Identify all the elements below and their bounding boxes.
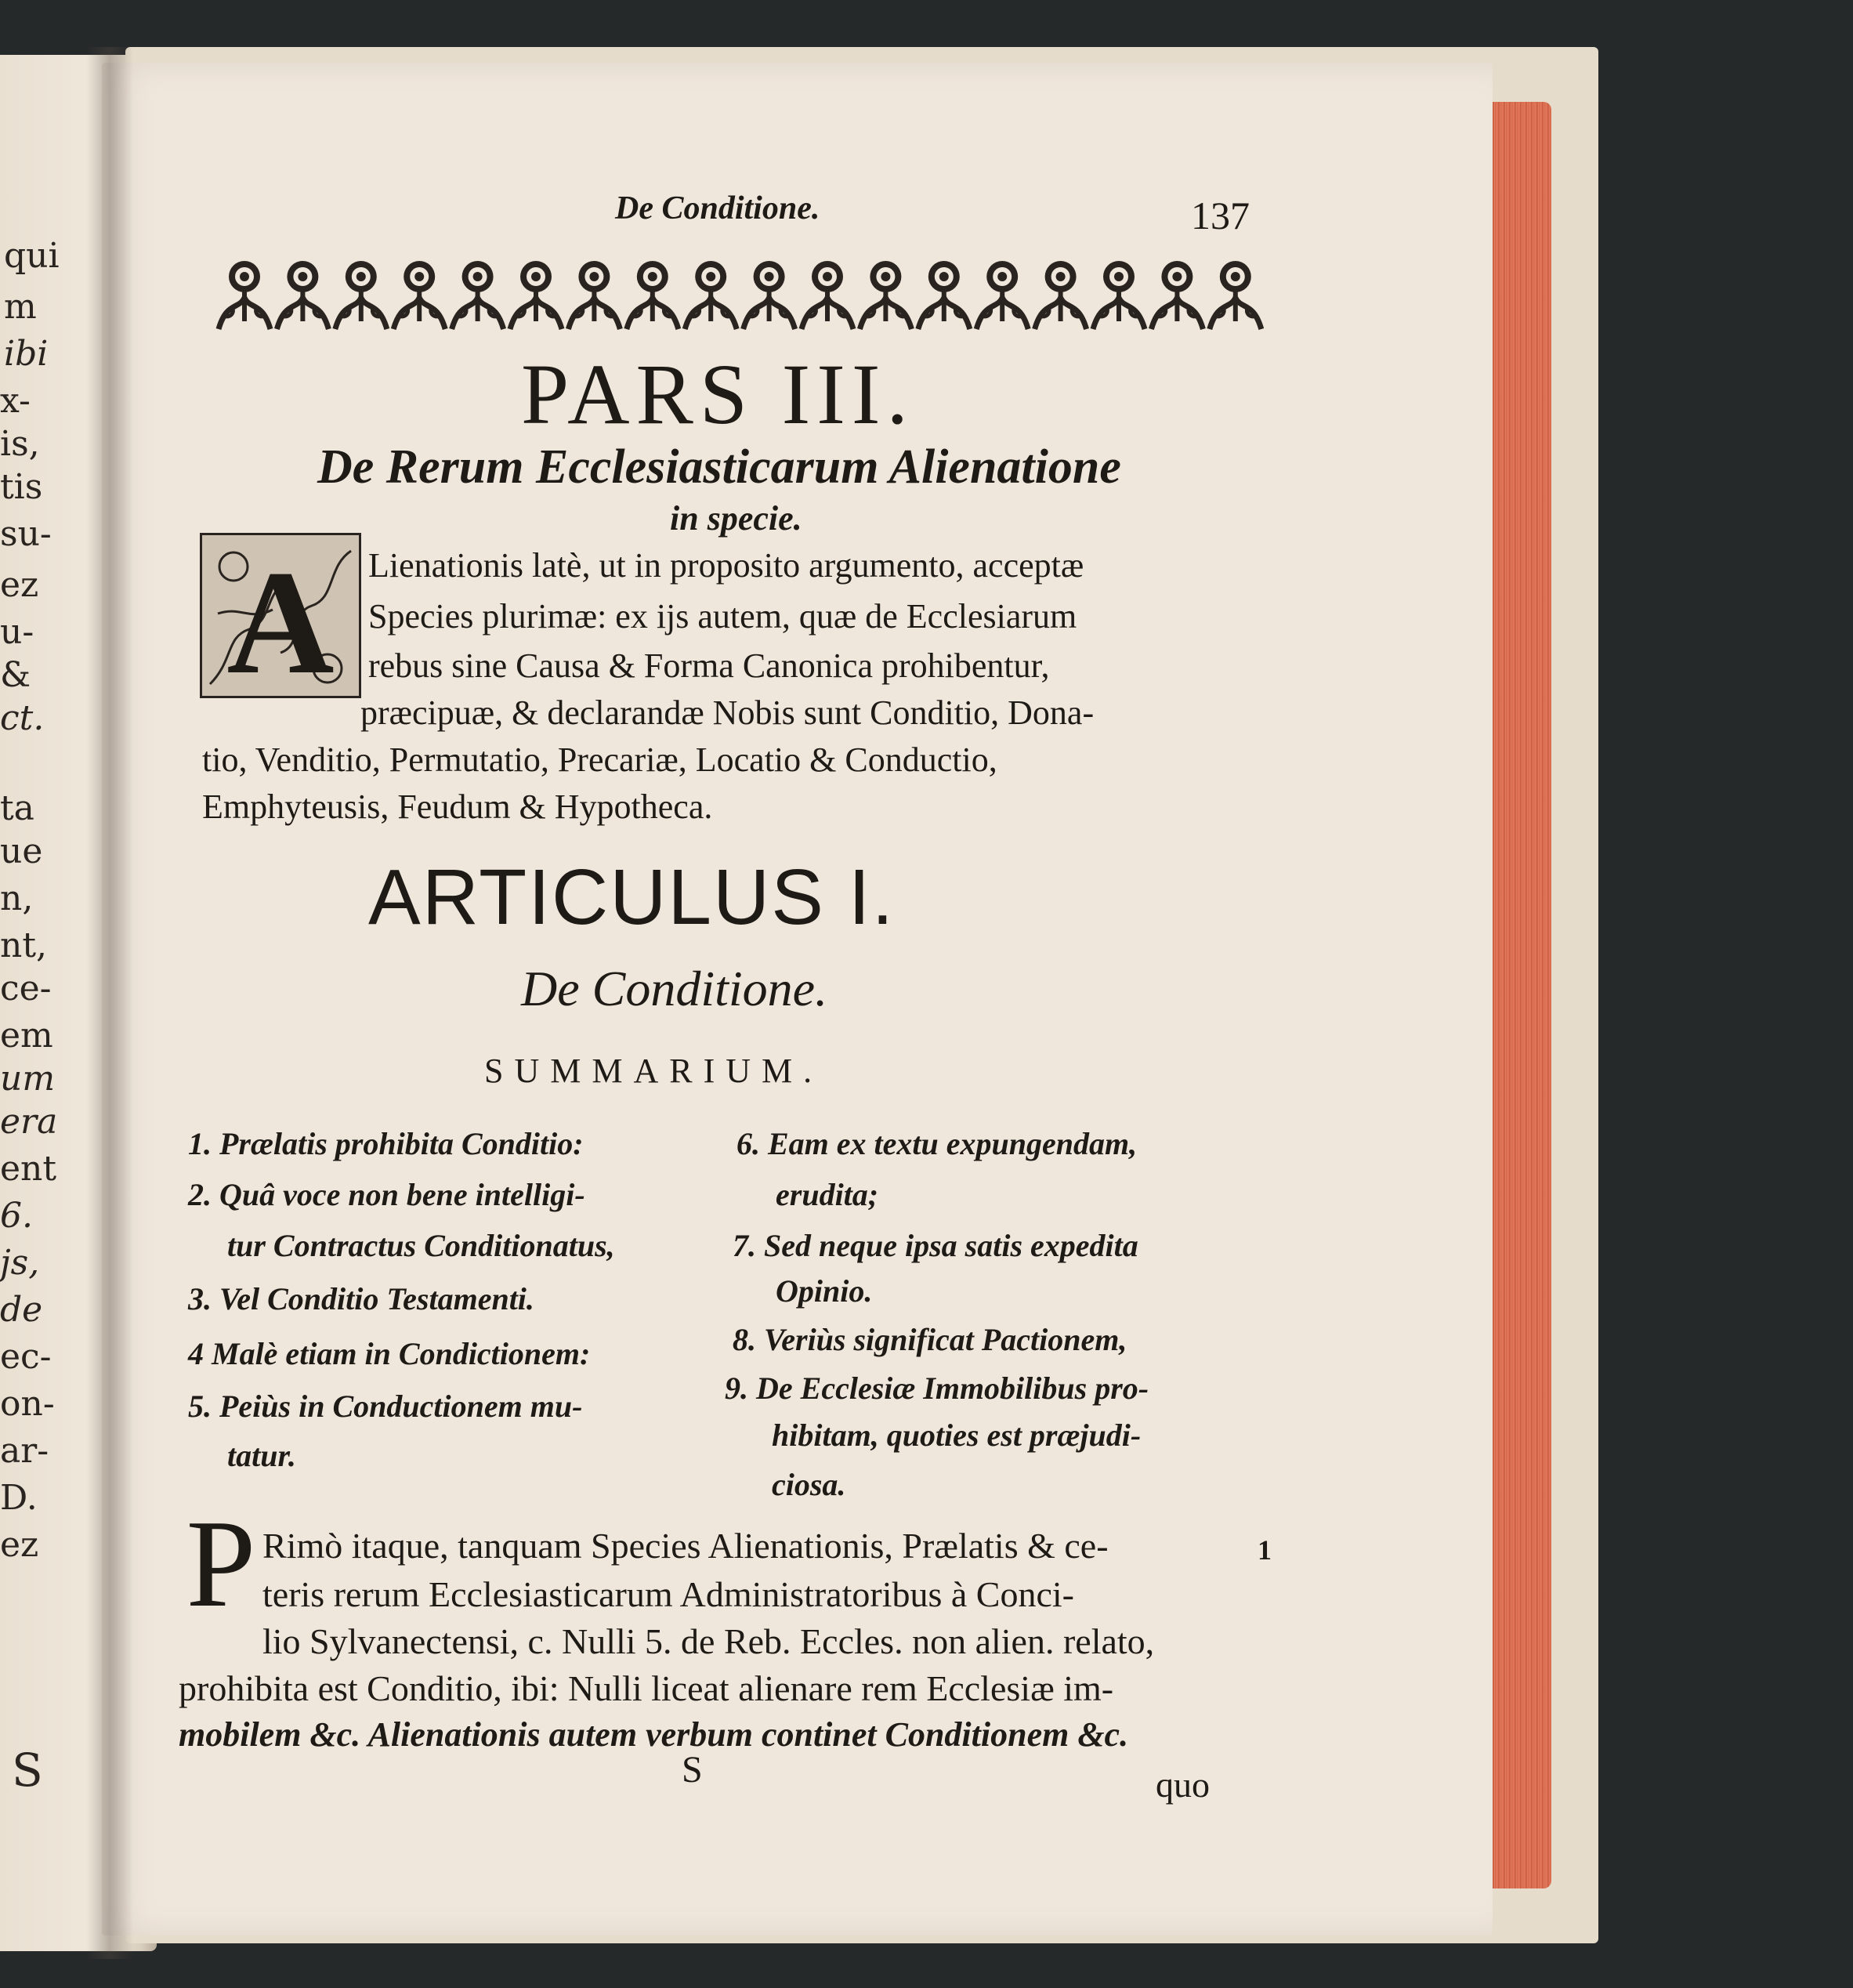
left-page-fragment: ct. <box>0 698 45 738</box>
intro-line-4: præcipuæ, & declarandæ Nobis sunt Conditio, Dona- <box>360 693 1095 732</box>
left-page-fragment: ez <box>0 565 39 605</box>
left-page-fragment: ec- <box>0 1337 52 1377</box>
left-page-fragment: era <box>0 1102 58 1142</box>
summary-item-2: 2. Quâ voce non bene intelligi- <box>188 1177 585 1212</box>
ornament-flower <box>1210 261 1261 329</box>
left-page-fragment: tis <box>0 467 43 507</box>
left-page-fragment: js, <box>0 1243 40 1283</box>
summary-item-6-cont: erudita; <box>776 1177 879 1212</box>
ornament-flower <box>860 261 911 329</box>
running-title: De Conditione. <box>615 190 820 226</box>
signature-mark: S <box>682 1749 703 1791</box>
left-page-fragment: ent <box>0 1149 57 1189</box>
ornament-flower <box>802 261 853 329</box>
intro-line-5: tio, Venditio, Permutatio, Precariæ, Locatio & Conductio, <box>202 741 997 779</box>
left-page-fragment: ce- <box>0 969 52 1008</box>
ornament-flower <box>335 261 387 329</box>
ornament-band <box>215 255 1265 341</box>
left-page-fragment: ue <box>0 831 43 871</box>
article-title: ARTICULUS I. <box>368 853 896 941</box>
summary-item-9-cont-2: ciosa. <box>772 1467 846 1502</box>
intro-line-2: Species plurimæ: ex ijs autem, quæ de Ecclesiarum <box>368 597 1077 636</box>
part-title: PARS III. <box>521 346 914 442</box>
summary-item-9: 9. De Ecclesiæ Immobilibus pro- <box>725 1371 1149 1406</box>
body-initial: P <box>186 1494 256 1633</box>
book-gutter <box>86 47 133 1959</box>
ornament-flower <box>627 261 679 329</box>
summary-item-5-cont: tatur. <box>227 1438 296 1473</box>
summary-item-4: 4 Malè etiam in Condictionem: <box>188 1336 591 1371</box>
ornament-flower <box>744 261 795 329</box>
ornament-flower <box>685 261 736 329</box>
left-page-fragment: is, <box>0 424 40 464</box>
summary-item-3: 3. Vel Conditio Testamenti. <box>188 1281 534 1316</box>
ornament-flower <box>1151 261 1203 329</box>
ornament-flower <box>1035 261 1087 329</box>
left-page-fragment: ta <box>0 788 34 828</box>
intro-line-3: rebus sine Causa & Forma Canonica prohibentur, <box>368 646 1050 685</box>
intro-line-1: Lienationis latè, ut in proposito argumento, acceptæ <box>368 546 1084 585</box>
left-page-fragment: em <box>0 1016 53 1056</box>
ornament-flower <box>1093 261 1145 329</box>
summary-item-5: 5. Peiùs in Conductionem mu- <box>188 1389 583 1424</box>
left-page-fragment: & <box>0 655 31 695</box>
left-page-fragment: qui <box>4 236 60 276</box>
ornament-flower <box>452 261 504 329</box>
summary-heading: SUMMARIUM. <box>484 1052 823 1090</box>
summary-item-7: 7. Sed neque ipsa satis expedita <box>733 1228 1138 1263</box>
ornament-flower <box>277 261 328 329</box>
part-subtitle-cont: in specie. <box>670 499 802 538</box>
left-page-fragment: on- <box>0 1384 55 1424</box>
catchword: quo <box>1156 1765 1210 1805</box>
body-line-4: prohibita est Conditio, ibi: Nulli liceat alienare rem Ecclesiæ im- <box>179 1668 1114 1708</box>
body-line-5: mobilem &c. Alienationis autem verbum continet Conditionem &c. <box>179 1715 1129 1754</box>
left-page-fragment: 6. <box>0 1196 33 1236</box>
part-subtitle: De Rerum Ecclesiasticarum Alienatione <box>317 440 1121 494</box>
page-number: 137 <box>1191 194 1250 237</box>
ornament-flower <box>976 261 1028 329</box>
summary-item-6: 6. Eam ex textu expungendam, <box>736 1126 1138 1161</box>
ornament-flower <box>393 261 445 329</box>
body-line-1: Rimò itaque, tanquam Species Alienationis, Prælatis & ce- <box>262 1526 1109 1566</box>
ornament-flower <box>219 261 270 329</box>
left-page-fragment: x- <box>0 381 31 421</box>
left-page-fragment: n, <box>0 878 34 918</box>
left-page-fragment: de <box>0 1290 43 1330</box>
left-page-fragment: um <box>0 1059 56 1099</box>
article-subtitle: De Conditione. <box>521 961 828 1016</box>
ornament-flower <box>510 261 562 329</box>
summary-item-7-cont: Opinio. <box>776 1273 873 1309</box>
intro-line-6: Emphyteusis, Feudum & Hypotheca. <box>202 788 713 826</box>
body-line-2: teris rerum Ecclesiasticarum Administratoribus à Conci- <box>262 1574 1074 1614</box>
left-page-fragment: ez <box>0 1525 39 1565</box>
left-page-fragment: nt, <box>0 925 48 965</box>
svg-text:A: A <box>226 541 335 696</box>
left-page-fragment: u- <box>0 612 34 652</box>
left-page-fragment: D. <box>0 1478 38 1518</box>
left-page-fragment: su- <box>0 514 52 554</box>
left-page-fragment: S <box>12 1744 43 1797</box>
summary-item-9-cont: hibitam, quoties est præjudi- <box>772 1418 1142 1453</box>
left-page-fragment: m <box>4 287 37 327</box>
decorated-initial <box>200 533 361 698</box>
summary-item-2-cont: tur Contractus Conditionatus, <box>227 1228 615 1263</box>
left-page-fragment: ar- <box>0 1431 49 1471</box>
ornament-flower <box>568 261 620 329</box>
left-page-fragment: ibi <box>4 334 49 374</box>
summary-item-1: 1. Prælatis prohibita Conditio: <box>188 1126 584 1161</box>
margin-number: 1 <box>1258 1534 1272 1566</box>
body-line-3: lio Sylvanectensi, c. Nulli 5. de Reb. Eccles. non alien. relato, <box>262 1621 1155 1661</box>
summary-item-8: 8. Veriùs significat Pactionem, <box>733 1322 1127 1357</box>
ornament-flower <box>918 261 970 329</box>
